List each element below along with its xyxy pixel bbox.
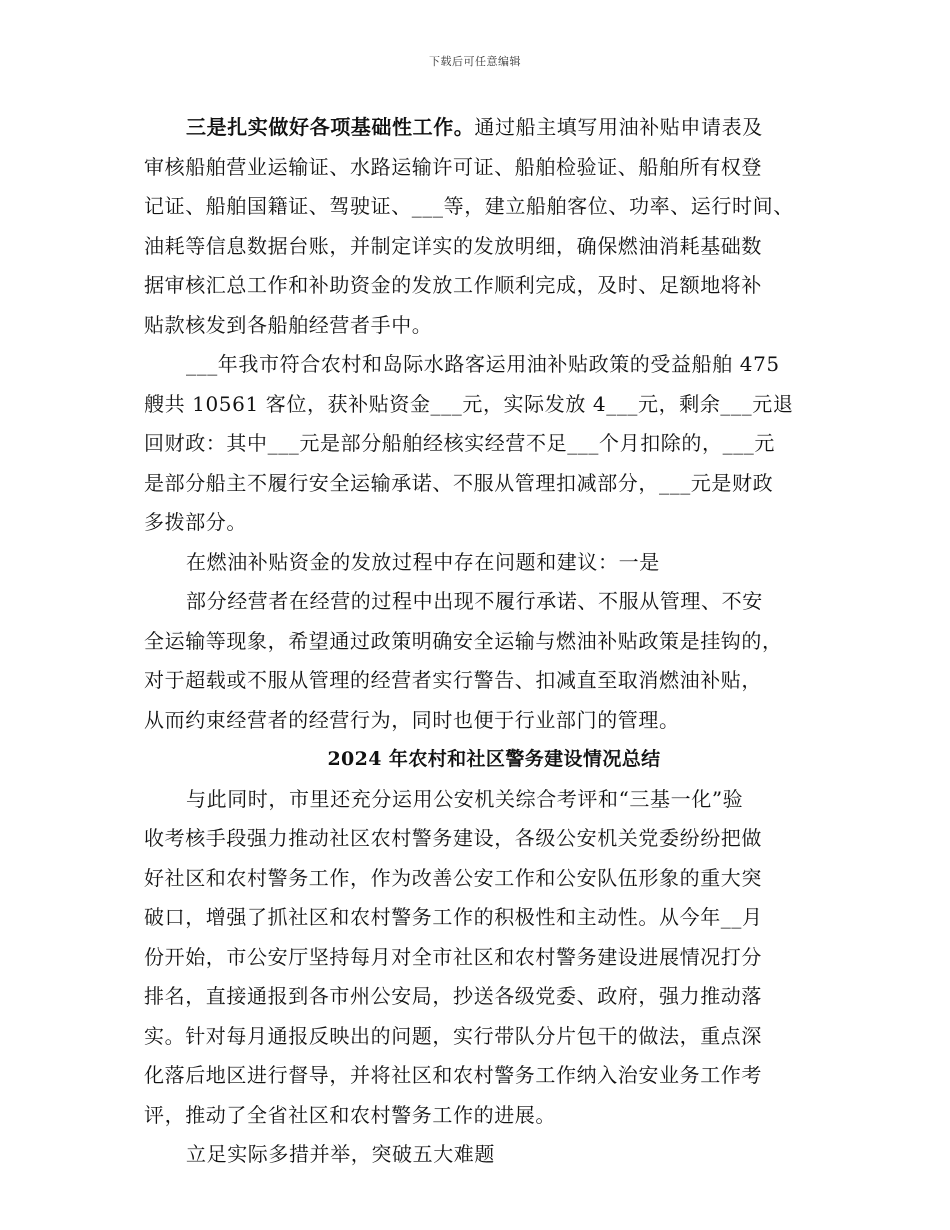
paragraph-line: 回财政：其中___元是部分船舶经核实经营不足___个月扣除的，___元 (144, 431, 775, 455)
paragraph-line: 全运输等现象，希望通过政策明确安全运输与燃油补贴政策是挂钩的， (144, 628, 783, 653)
paragraph-line: 艘共 10561 客位，获补贴资金___元，实际发放 4___元，剩余___元退 (144, 391, 794, 416)
paragraph-line: 记证、船舶国籍证、驾驶证、___等，建立船舶客位、功率、运行时间、 (144, 194, 794, 218)
section-title: 2024 年农村和社区警务建设情况总结 (327, 748, 661, 770)
paragraph-line: 评，推动了全省社区和农村警务工作的进展。 (144, 1102, 556, 1127)
document-body (144, 108, 824, 1175)
paragraph-line: 部分经营者在经营的过程中出现不履行承诺、不服从管理、不安 (186, 589, 763, 613)
paragraph-lead: 三是扎实做好各项基础性工作。 (186, 115, 475, 139)
paragraph-line: 是部分船主不履行安全运输承诺、不服从管理扣减部分，___元是财政 (144, 470, 774, 495)
paragraph-line (144, 108, 824, 148)
page-header: 下载后可任意编辑 (429, 55, 521, 68)
paragraph-line: 实。针对每月通报反映出的问题，实行带队分片包干的做法，重点深 (144, 1023, 762, 1048)
paragraph-line: 贴款核发到各船舶经营者手中。 (144, 312, 433, 337)
paragraph-line: 从而约束经营者的经营行为，同时也便于行业部门的管理。 (144, 707, 680, 732)
paragraph-line: 排名，直接通报到各市州公安局，抄送各级党委、政府，强力推动落 (144, 984, 762, 1008)
paragraph-line: ___年我市符合农村和岛际水路客运用油补贴政策的受益船舶 475 (186, 352, 780, 376)
paragraph-line: 油耗等信息数据台账，并制定详实的发放明细，确保燃油消耗基础数 (144, 233, 762, 258)
paragraph-line: 审核船舶营业运输证、水路运输许可证、船舶检验证、船舶所有权登 (144, 154, 762, 179)
paragraph-line: 与此同时，市里还充分运用公安机关综合考评和“三基一化”验 (186, 786, 744, 811)
paragraph-line: 破口，增强了抓社区和农村警务工作的积极性和主动性。从今年__月 (144, 905, 763, 929)
paragraph-line: 在燃油补贴资金的发放过程中存在问题和建议：一是 (186, 549, 660, 574)
paragraph-line: 好社区和农村警务工作，作为改善公安工作和公安队伍形象的重大突 (144, 865, 762, 890)
paragraph-line: 收考核手段强力推动社区农村警务建设，各级公安机关党委纷纷把做 (144, 826, 762, 850)
paragraph-line: 化落后地区进行督导，并将社区和农村警务工作纳入治安业务工作考 (144, 1063, 762, 1087)
paragraph-text: 通过船主填写用油补贴申请表及 (474, 115, 763, 139)
paragraph-line: 据审核汇总工作和补助资金的发放工作顺利完成，及时、足额地将补 (144, 273, 762, 297)
paragraph-line: 份开始，市公安厅坚持每月对全市社区和农村警务建设进展情况打分 (144, 944, 762, 969)
paragraph-line: 立足实际多措并举，突破五大难题 (186, 1142, 495, 1166)
paragraph-line: 多拨部分。 (144, 510, 247, 534)
paragraph-line: 对于超载或不服从管理的经营者实行警告、扣减直至取消燃油补贴， (144, 668, 762, 692)
